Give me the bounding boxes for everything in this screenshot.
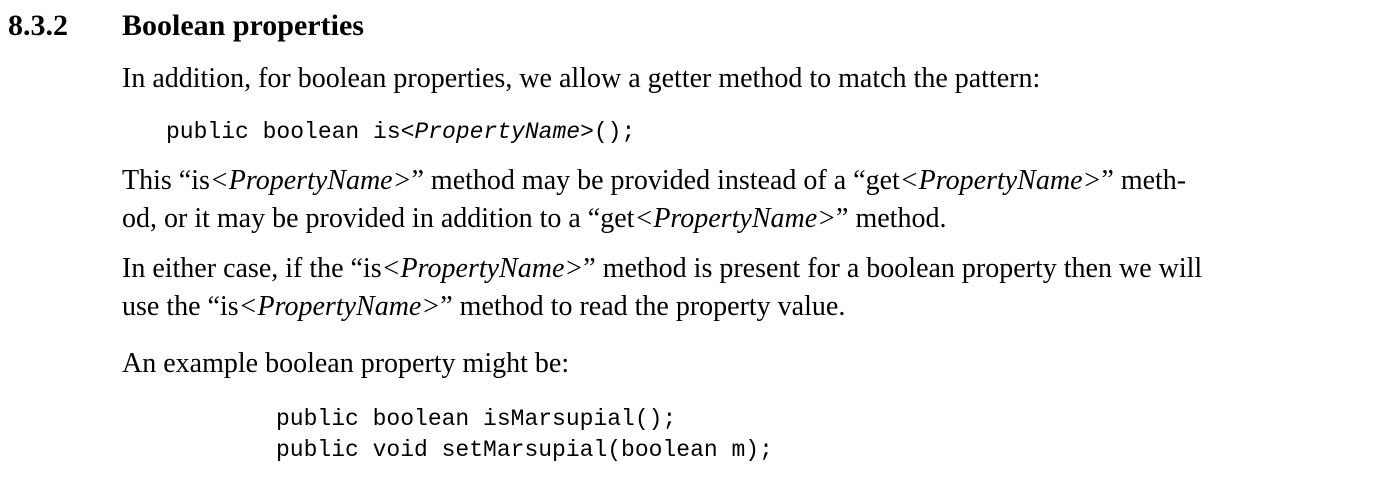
propertyname-italic: <PropertyName> xyxy=(899,165,1102,196)
code-line: public void setMarsupial(boolean m); xyxy=(276,437,773,463)
propertyname-italic: <PropertyName> xyxy=(634,203,837,234)
paragraph-text: ” method. xyxy=(836,203,947,234)
paragraph-text: This “is xyxy=(122,165,210,196)
paragraph-instead xyxy=(122,162,1186,238)
paragraph-line xyxy=(122,288,1202,326)
propertyname-italic: <PropertyName> xyxy=(209,165,412,196)
code-text: (); xyxy=(593,119,636,145)
section-number: 8.3.2 xyxy=(8,9,68,42)
propertyname-italic: <PropertyName> xyxy=(238,291,441,322)
paragraph-text: use the “is xyxy=(122,291,239,322)
code-example-block xyxy=(276,404,773,466)
paragraph-text: In addition, for boolean properties, we allow a getter method to match the pattern: xyxy=(122,63,1041,94)
paragraph-line xyxy=(122,162,1186,200)
paragraph-text: ” meth- xyxy=(1101,165,1187,196)
paragraph-text: ” method to read the property value. xyxy=(440,291,846,322)
paragraph-text: ” method is present for a boolean property then we will xyxy=(583,253,1203,284)
paragraph-intro xyxy=(122,60,1040,98)
code-propertyname-placeholder: <PropertyName> xyxy=(400,119,594,145)
paragraph-either-case xyxy=(122,250,1202,326)
section-heading xyxy=(8,8,364,44)
paragraph-text: od, or it may be provided in addition to a “get xyxy=(122,203,635,234)
paragraph-example-intro xyxy=(122,345,569,383)
paragraph-text: ” method may be provided instead of a “get xyxy=(411,165,900,196)
paragraph-text: In either case, if the “is xyxy=(122,253,382,284)
code-text: public boolean is xyxy=(166,119,401,145)
paragraph-line xyxy=(122,200,1186,238)
propertyname-italic: <PropertyName> xyxy=(381,253,584,284)
code-line: public boolean isMarsupial(); xyxy=(276,406,677,432)
paragraph-text: An example boolean property might be: xyxy=(122,348,570,379)
code-pattern-block xyxy=(166,117,635,148)
paragraph-line xyxy=(122,250,1202,288)
section-title: Boolean properties xyxy=(122,9,364,42)
